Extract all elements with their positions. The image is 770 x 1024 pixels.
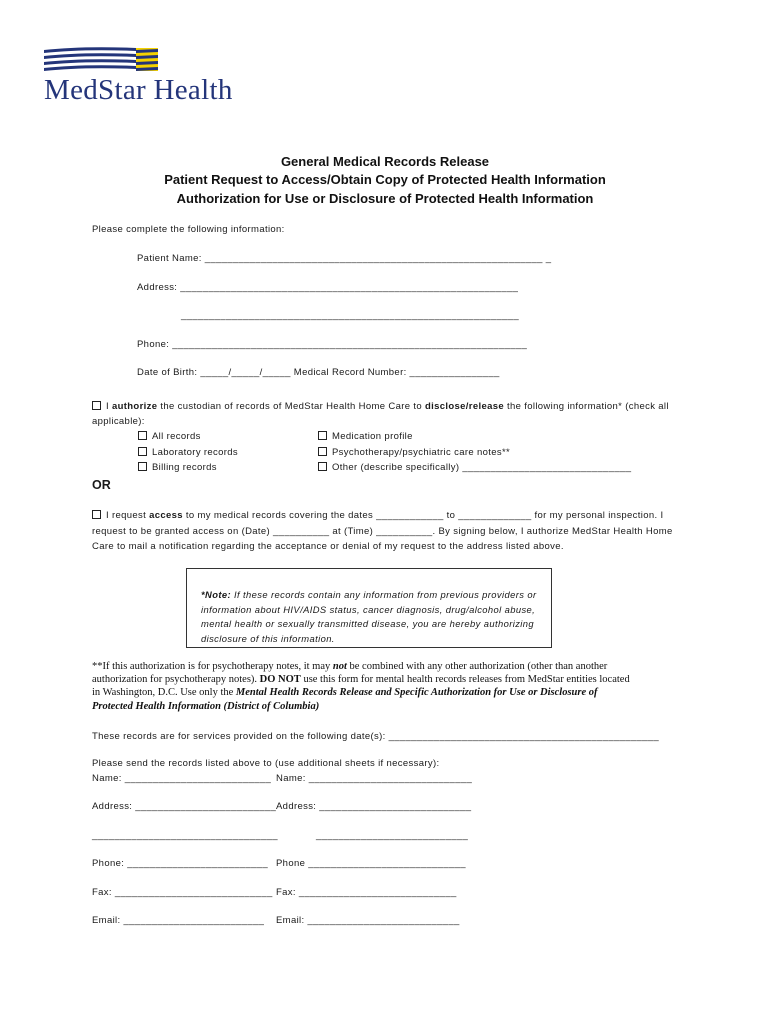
recipient-1-address-line2[interactable]: _________________________________ (92, 830, 278, 841)
logo-text: MedStar Health (44, 74, 233, 106)
authorize-checkbox[interactable] (92, 401, 101, 410)
recipient-2-phone-field[interactable]: Phone ____________________________ (276, 858, 466, 869)
psych-note-line2: authorization for psychotherapy notes). DO NOT use this form for mental health records releases from MedStar entities located (92, 674, 630, 685)
access-statement-line3: Care to mail a notification regarding the acceptance or denial of my request to the address listed above. (92, 541, 564, 552)
access-statement-line2: request to be granted access on (Date) __________ at (Time) __________. By signing below, I authorize MedStar Health Home (92, 526, 673, 537)
access-statement: I request access to my medical records covering the dates ____________ to _____________ for my personal inspection. I (92, 510, 663, 521)
form-subtitle-1: Patient Request to Access/Obtain Copy of Protected Health Information (164, 172, 606, 187)
option-psychotherapy-notes[interactable]: Psychotherapy/psychiatric care notes** (318, 447, 510, 458)
psych-note-line4: Protected Health Information (District of Columbia) (92, 701, 320, 712)
service-dates-field[interactable]: These records are for services provided on the following date(s): ________________________________________________ (92, 731, 660, 742)
option-laboratory-records[interactable]: Laboratory records (138, 447, 238, 458)
checkbox[interactable] (138, 431, 147, 440)
option-medication-profile[interactable]: Medication profile (318, 431, 413, 442)
checkbox[interactable] (138, 447, 147, 456)
intro-text: Please complete the following information: (92, 224, 285, 235)
notice-text: If these records contain any information from previous providers or information about HIV/AIDS status, cancer diagnosis, drug/alcohol abuse, mental health or sexually transmitted disease, you are hereby authorizing disclosure of this information. (201, 589, 537, 644)
recipient-2-name-field[interactable]: Name: _____________________________ (276, 773, 473, 784)
recipient-1-name-field[interactable]: Name: __________________________ (92, 773, 272, 784)
option-other[interactable]: Other (describe specifically) ______________________________ (318, 462, 631, 473)
address-field-line2[interactable]: ____________________________________________________________ (181, 310, 520, 321)
recipient-1-email-field[interactable]: Email: _________________________ (92, 915, 265, 926)
psych-note-line1: **If this authorization is for psychotherapy notes, it may not be combined with any other authorization (other than another (92, 661, 608, 672)
checkbox[interactable] (318, 431, 327, 440)
option-billing-records[interactable]: Billing records (138, 462, 217, 473)
patient-name-field[interactable]: Patient Name: ____________________________________________________________ _ (137, 253, 552, 264)
recipient-2-email-field[interactable]: Email: ___________________________ (276, 915, 460, 926)
notice-box (186, 568, 552, 648)
logo-mark-icon (44, 46, 158, 74)
recipient-2-address-line2[interactable]: ___________________________ (316, 830, 469, 841)
access-checkbox[interactable] (92, 510, 101, 519)
form-title: General Medical Records Release (280, 154, 490, 169)
address-field[interactable]: Address: ____________________________________________________________ (137, 282, 519, 293)
recipient-2-fax-field[interactable]: Fax: ____________________________ (276, 887, 457, 898)
checkbox[interactable] (318, 462, 327, 471)
recipient-1-phone-field[interactable]: Phone: _________________________ (92, 858, 269, 869)
option-all-records[interactable]: All records (138, 431, 201, 442)
or-divider-label: OR (92, 478, 111, 492)
recipient-1-address-field[interactable]: Address: _________________________ (92, 801, 277, 812)
checkbox[interactable] (318, 447, 327, 456)
psych-note-line3: in Washington, D.C. Use only the Mental Health Records Release and Specific Authorization for Use or Disclosure of (92, 687, 598, 698)
authorize-statement: I authorize the custodian of records of MedStar Health Home Care to disclose/release the following information* (check all (92, 401, 669, 412)
recipient-2-address-field[interactable]: Address: ___________________________ (276, 801, 472, 812)
recipient-1-fax-field[interactable]: Fax: ____________________________ (92, 887, 273, 898)
notice-label: *Note: (201, 589, 232, 600)
authorize-statement-line2: applicable): (92, 416, 145, 427)
send-records-intro: Please send the records listed above to (use additional sheets if necessary): (92, 758, 440, 769)
phone-field[interactable]: Phone: _______________________________________________________________ (137, 339, 528, 350)
dob-mrn-field[interactable]: Date of Birth: _____/_____/_____ Medical Record Number: ________________ (137, 367, 500, 378)
form-subtitle-2: Authorization for Use or Disclosure of Protected Health Information (176, 191, 594, 206)
checkbox[interactable] (138, 462, 147, 471)
